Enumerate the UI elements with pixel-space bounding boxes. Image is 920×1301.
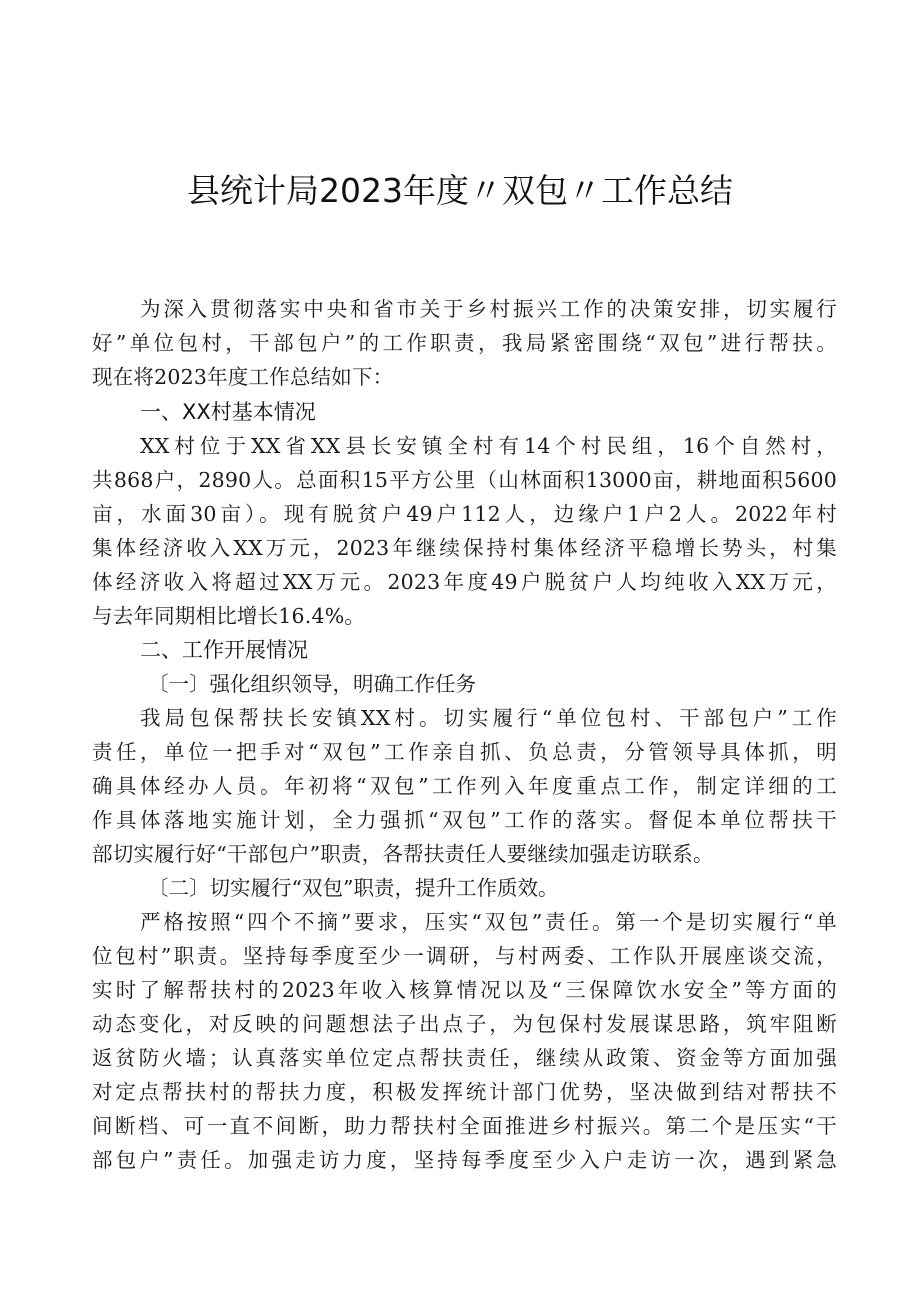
subsection-2-line-1: 严格按照“四个不摘”要求，压实“双包”责任。第一个是切实履行“单 xyxy=(140,910,837,934)
subsection-1-line-5: 部切实履行好“干部包户”职责，各帮扶责任人要继续加强走访联系。 xyxy=(92,842,714,866)
subsection-2-line-8: 部包户”责任。加强走访力度，坚持每季度至少入户走访一次，遇到紧急 xyxy=(92,1148,837,1172)
intro-line-2: 好”单位包村，干部包户”的工作职责，我局紧密围绕“双包”进行帮扶。 xyxy=(92,331,837,355)
section-2-heading: 二、工作开展情况 xyxy=(140,638,308,662)
subsection-2-line-5: 返贫防火墙；认真落实单位定点帮扶责任，继续从政策、资金等方面加强 xyxy=(92,1046,837,1070)
subsection-2-line-6: 对定点帮扶村的帮扶力度，积极发挥统计部门优势，坚决做到结对帮扶不 xyxy=(92,1080,837,1104)
subsection-1-line-4: 作具体落地实施计划，全力强抓“双包”工作的落实。督促本单位帮扶干 xyxy=(92,808,837,832)
subsection-2-line-2: 位包村”职责。坚持每季度至少一调研，与村两委、工作队开展座谈交流， xyxy=(92,944,837,968)
section-1-line-5: 体经济收入将超过XX万元。2023年度49户脱贫户人均纯收入XX万元， xyxy=(92,570,837,594)
intro-line-3: 现在将2023年度工作总结如下： xyxy=(92,365,394,389)
subsection-1-heading: 〔一〕强化组织领导，明确工作任务 xyxy=(148,672,476,696)
document-title: 县统计局2023年度〃双包〃工作总结 xyxy=(187,171,733,210)
section-1-line-6: 与去年同期相比增长16.4%。 xyxy=(92,604,366,628)
subsection-2-line-7: 间断档、可一直不间断，助力帮扶村全面推进乡村振兴。第二个是压实“干 xyxy=(92,1114,837,1138)
section-1-line-1: XX村位于XX省XX县长安镇全村有14个村民组，16个自然村， xyxy=(140,434,837,458)
subsection-1-line-2: 责任，单位一把手对“双包”工作亲自抓、负总责，分管领导具体抓，明 xyxy=(92,740,837,764)
subsection-2-heading: 〔二〕切实履行“双包”职责，提升工作质效。 xyxy=(148,876,559,900)
intro-line-1: 为深入贯彻落实中央和省市关于乡村振兴工作的决策安排，切实履行 xyxy=(140,297,837,321)
subsection-1-line-1: 我局包保帮扶长安镇XX村。切实履行“单位包村、干部包户”工作 xyxy=(140,706,837,730)
subsection-2-line-3: 实时了解帮扶村的2023年收入核算情况以及“三保障饮水安全”等方面的 xyxy=(92,978,837,1002)
subsection-2-line-4: 动态变化，对反映的问题想法子出点子，为包保村发展谋思路，筑牢阻断 xyxy=(92,1012,837,1036)
section-1-line-2: 共868户，2890人。总面积15平方公里（山林面积13000亩，耕地面积5600 xyxy=(92,468,837,492)
section-1-line-3: 亩，水面30亩）。现有脱贫户49户112人，边缘户1户2人。2022年村 xyxy=(92,502,837,526)
section-1-heading: 一、XX村基本情况 xyxy=(140,400,316,424)
subsection-1-line-3: 确具体经办人员。年初将“双包”工作列入年度重点工作，制定详细的工 xyxy=(92,774,837,798)
section-1-line-4: 集体经济收入XX万元，2023年继续保持村集体经济平稳增长势头，村集 xyxy=(92,536,837,560)
